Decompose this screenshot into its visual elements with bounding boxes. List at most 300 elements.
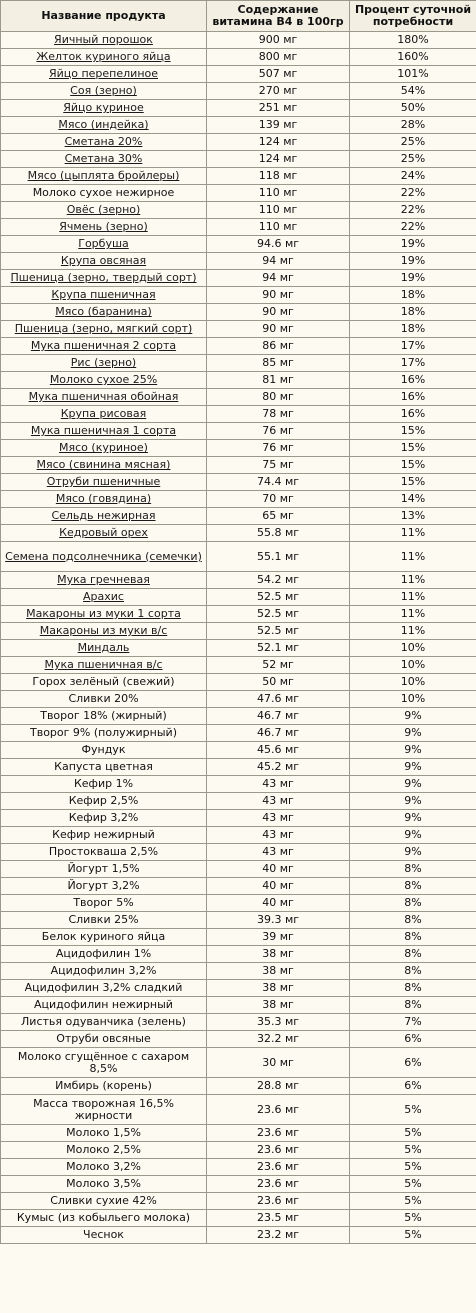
vitamin-content-cell: 52 мг [207, 657, 350, 674]
vitamin-content-cell: 52.5 мг [207, 606, 350, 623]
product-name-cell [1, 236, 207, 253]
table-row [1, 674, 476, 691]
daily-percent-cell: 15% [350, 440, 476, 457]
vitamin-content-cell: 110 мг [207, 202, 350, 219]
vitamin-content-cell: 40 мг [207, 878, 350, 895]
product-link[interactable]: Крупа пшеничная [51, 288, 156, 301]
vitamin-content-cell: 94 мг [207, 253, 350, 270]
product-name-cell: Ацидофилин нежирный [1, 997, 207, 1014]
table-row [1, 1176, 476, 1193]
daily-percent-cell: 18% [350, 287, 476, 304]
table-row [1, 1014, 476, 1031]
vitamin-content-cell: 52.5 мг [207, 589, 350, 606]
vitamin-content-cell: 23.2 мг [207, 1227, 350, 1244]
product-link[interactable]: Мясо (цыплята бройлеры) [27, 169, 180, 182]
table-row [1, 640, 476, 657]
table-row [1, 572, 476, 589]
vitamin-content-cell: 76 мг [207, 440, 350, 457]
product-link[interactable]: Соя (зерно) [70, 84, 137, 97]
vitamin-content-cell: 45.6 мг [207, 742, 350, 759]
daily-percent-cell: 11% [350, 606, 476, 623]
header-daily-percent: Процент суточной потребности [350, 1, 476, 32]
vitamin-content-cell: 78 мг [207, 406, 350, 423]
daily-percent-cell: 19% [350, 236, 476, 253]
product-name-cell [1, 304, 207, 321]
table-row [1, 49, 476, 66]
product-name-cell [1, 474, 207, 491]
vitamin-content-cell: 43 мг [207, 827, 350, 844]
product-name-cell [1, 66, 207, 83]
vitamin-content-cell: 90 мг [207, 287, 350, 304]
table-row [1, 1095, 476, 1125]
table-row [1, 134, 476, 151]
vitamin-content-cell: 90 мг [207, 304, 350, 321]
table-row [1, 185, 476, 202]
product-name-cell: Творог 5% [1, 895, 207, 912]
product-name-cell [1, 151, 207, 168]
table-row [1, 525, 476, 542]
product-link[interactable]: Яичный порошок [54, 33, 153, 46]
product-name-cell [1, 406, 207, 423]
daily-percent-cell: 10% [350, 640, 476, 657]
product-name-cell [1, 117, 207, 134]
product-link[interactable]: Мука гречневая [57, 573, 150, 586]
daily-percent-cell: 54% [350, 83, 476, 100]
vitamin-content-cell: 52.5 мг [207, 623, 350, 640]
vitamin-content-cell: 800 мг [207, 49, 350, 66]
daily-percent-cell: 13% [350, 508, 476, 525]
product-name-cell [1, 49, 207, 66]
daily-percent-cell: 11% [350, 623, 476, 640]
daily-percent-cell: 15% [350, 474, 476, 491]
daily-percent-cell: 15% [350, 457, 476, 474]
daily-percent-cell: 8% [350, 861, 476, 878]
product-name-cell [1, 32, 207, 49]
product-link[interactable]: Сельдь нежирная [51, 509, 156, 522]
table-row [1, 623, 476, 640]
product-link[interactable]: Кедровый орех [59, 526, 148, 539]
table-row [1, 236, 476, 253]
product-link[interactable]: Горбуша [78, 237, 129, 250]
product-name-cell: Молоко 3,5% [1, 1176, 207, 1193]
product-name-cell [1, 287, 207, 304]
table-row [1, 793, 476, 810]
table-row [1, 355, 476, 372]
vitamin-content-cell: 46.7 мг [207, 725, 350, 742]
product-name-cell: Ацидофилин 1% [1, 946, 207, 963]
product-link[interactable]: Желток куриного яйца [36, 50, 171, 63]
product-link[interactable]: Мясо (говядина) [55, 492, 152, 505]
daily-percent-cell: 5% [350, 1159, 476, 1176]
table-row [1, 117, 476, 134]
product-link[interactable]: Ячмень (зерно) [59, 220, 148, 233]
product-link[interactable]: Мясо (баранина) [55, 305, 152, 318]
product-name-cell [1, 219, 207, 236]
vitamin-content-cell: 65 мг [207, 508, 350, 525]
table-row [1, 963, 476, 980]
table-row [1, 878, 476, 895]
table-row [1, 270, 476, 287]
daily-percent-cell: 9% [350, 759, 476, 776]
vitamin-content-cell: 38 мг [207, 997, 350, 1014]
table-row [1, 844, 476, 861]
product-name-cell [1, 372, 207, 389]
product-name-cell: Чеснок [1, 1227, 207, 1244]
daily-percent-cell: 10% [350, 691, 476, 708]
product-name-cell: Фундук [1, 742, 207, 759]
product-name-cell: Простокваша 2,5% [1, 844, 207, 861]
product-name-cell: Сливки сухие 42% [1, 1193, 207, 1210]
header-product-name: Название продукта [1, 1, 207, 32]
product-name-cell [1, 606, 207, 623]
vitamin-content-cell: 23.6 мг [207, 1142, 350, 1159]
vitamin-content-cell: 94.6 мг [207, 236, 350, 253]
vitamin-content-cell: 85 мг [207, 355, 350, 372]
product-name-cell: Творог 9% (полужирный) [1, 725, 207, 742]
daily-percent-cell: 50% [350, 100, 476, 117]
vitamin-content-cell: 76 мг [207, 423, 350, 440]
product-name-cell: Сливки 20% [1, 691, 207, 708]
header-vitamin-content: Содержание витамина В4 в 100гр [207, 1, 350, 32]
product-link[interactable]: Мясо (куриное) [59, 441, 148, 454]
product-link[interactable]: Отруби пшеничные [46, 475, 161, 488]
table-row [1, 691, 476, 708]
product-link[interactable]: Сметана 30% [64, 152, 143, 165]
product-name-cell [1, 542, 207, 572]
product-name-cell [1, 423, 207, 440]
product-link[interactable]: Яйцо перепелиное [48, 67, 159, 80]
product-name-cell [1, 83, 207, 100]
table-row [1, 1159, 476, 1176]
product-name-cell [1, 572, 207, 589]
table-row [1, 946, 476, 963]
product-link[interactable]: Арахис [83, 590, 124, 603]
daily-percent-cell: 10% [350, 674, 476, 691]
table-row [1, 304, 476, 321]
product-name-cell: Ацидофилин 3,2% [1, 963, 207, 980]
vitamin-content-cell: 50 мг [207, 674, 350, 691]
table-row [1, 997, 476, 1014]
daily-percent-cell: 6% [350, 1048, 476, 1078]
product-link[interactable]: Крупа рисовая [60, 407, 147, 420]
table-row [1, 66, 476, 83]
vitamin-content-cell: 23.6 мг [207, 1193, 350, 1210]
table-row [1, 474, 476, 491]
daily-percent-cell: 22% [350, 202, 476, 219]
table-row [1, 423, 476, 440]
vitamin-content-cell: 124 мг [207, 151, 350, 168]
product-name-cell: Масса творожная 16,5% жирности [1, 1095, 207, 1125]
vitamin-content-cell: 30 мг [207, 1048, 350, 1078]
table-row [1, 338, 476, 355]
daily-percent-cell: 9% [350, 708, 476, 725]
daily-percent-cell: 9% [350, 742, 476, 759]
product-link[interactable]: Сметана 20% [64, 135, 143, 148]
table-row [1, 287, 476, 304]
table-row [1, 912, 476, 929]
vitamin-content-cell: 38 мг [207, 980, 350, 997]
product-name-cell [1, 389, 207, 406]
header-row [1, 1, 476, 32]
table-row [1, 151, 476, 168]
daily-percent-cell: 11% [350, 542, 476, 572]
table-row [1, 32, 476, 49]
daily-percent-cell: 11% [350, 572, 476, 589]
vitamin-content-cell: 38 мг [207, 963, 350, 980]
product-name-cell: Молоко 1,5% [1, 1125, 207, 1142]
table-row [1, 657, 476, 674]
product-name-cell: Белок куриного яйца [1, 929, 207, 946]
product-name-cell: Кефир нежирный [1, 827, 207, 844]
daily-percent-cell: 5% [350, 1210, 476, 1227]
vitamin-content-cell: 39.3 мг [207, 912, 350, 929]
vitamin-content-cell: 110 мг [207, 185, 350, 202]
product-name-cell [1, 491, 207, 508]
vitamin-content-cell: 81 мг [207, 372, 350, 389]
product-name-cell [1, 338, 207, 355]
vitamin-content-cell: 40 мг [207, 861, 350, 878]
table-row [1, 202, 476, 219]
table-row [1, 406, 476, 423]
table-row [1, 929, 476, 946]
product-name-cell: Кумыс (из кобыльего молока) [1, 1210, 207, 1227]
daily-percent-cell: 11% [350, 589, 476, 606]
table-row [1, 100, 476, 117]
table-row [1, 542, 476, 572]
daily-percent-cell: 11% [350, 525, 476, 542]
daily-percent-cell: 22% [350, 185, 476, 202]
table-row [1, 83, 476, 100]
table-row [1, 725, 476, 742]
table-row [1, 776, 476, 793]
table-row [1, 742, 476, 759]
daily-percent-cell: 19% [350, 270, 476, 287]
table-row [1, 321, 476, 338]
table-row [1, 980, 476, 997]
product-name-cell [1, 457, 207, 474]
vitamin-content-cell: 80 мг [207, 389, 350, 406]
product-link[interactable]: Мука пшеничная 2 сорта [30, 339, 177, 352]
product-link[interactable]: Мясо (индейка) [58, 118, 149, 131]
vitamin-content-cell: 32.2 мг [207, 1031, 350, 1048]
vitamin-content-cell: 23.5 мг [207, 1210, 350, 1227]
vitamin-content-cell: 94 мг [207, 270, 350, 287]
product-name-cell: Йогурт 3,2% [1, 878, 207, 895]
product-name-cell: Ацидофилин 3,2% сладкий [1, 980, 207, 997]
daily-percent-cell: 28% [350, 117, 476, 134]
table-row [1, 508, 476, 525]
product-name-cell [1, 640, 207, 657]
product-name-cell: Йогурт 1,5% [1, 861, 207, 878]
daily-percent-cell: 24% [350, 168, 476, 185]
product-link[interactable]: Мясо (свинина мясная) [36, 458, 171, 471]
daily-percent-cell: 17% [350, 338, 476, 355]
vitamin-content-cell: 23.6 мг [207, 1159, 350, 1176]
product-link[interactable]: Яйцо куриное [63, 101, 144, 114]
vitamin-content-cell: 124 мг [207, 134, 350, 151]
product-link[interactable]: Мука пшеничная в/с [44, 658, 163, 671]
daily-percent-cell: 5% [350, 1227, 476, 1244]
daily-percent-cell: 101% [350, 66, 476, 83]
table-row [1, 440, 476, 457]
vitamin-content-cell: 43 мг [207, 776, 350, 793]
product-name-cell: Творог 18% (жирный) [1, 708, 207, 725]
table-body [1, 32, 476, 1244]
table-row [1, 759, 476, 776]
daily-percent-cell: 9% [350, 725, 476, 742]
vitamin-content-cell: 86 мг [207, 338, 350, 355]
product-name-cell: Кефир 2,5% [1, 793, 207, 810]
product-name-cell: Отруби овсяные [1, 1031, 207, 1048]
product-link[interactable]: Мука пшеничная обойная [28, 390, 179, 403]
product-link[interactable]: Пшеница (зерно, мягкий сорт) [14, 322, 193, 335]
vitamin-content-cell: 43 мг [207, 793, 350, 810]
daily-percent-cell: 5% [350, 1176, 476, 1193]
product-link[interactable]: Макароны из муки 1 сорта [26, 607, 181, 620]
vitamin-content-cell: 23.6 мг [207, 1095, 350, 1125]
vitamin-content-cell: 118 мг [207, 168, 350, 185]
product-name-cell [1, 355, 207, 372]
daily-percent-cell: 9% [350, 827, 476, 844]
product-link[interactable]: Рис (зерно) [70, 356, 137, 369]
table-row [1, 1227, 476, 1244]
table-row [1, 1048, 476, 1078]
table-row [1, 1078, 476, 1095]
product-name-cell: Листья одуванчика (зелень) [1, 1014, 207, 1031]
product-link[interactable]: Пшеница (зерно, твердый сорт) [10, 271, 197, 284]
daily-percent-cell: 15% [350, 423, 476, 440]
product-link[interactable]: Макароны из муки в/с [39, 624, 168, 637]
vitamin-content-cell: 900 мг [207, 32, 350, 49]
daily-percent-cell: 8% [350, 912, 476, 929]
vitamin-content-cell: 75 мг [207, 457, 350, 474]
product-name-cell: Молоко 2,5% [1, 1142, 207, 1159]
vitamin-content-cell: 74.4 мг [207, 474, 350, 491]
daily-percent-cell: 18% [350, 321, 476, 338]
daily-percent-cell: 10% [350, 657, 476, 674]
daily-percent-cell: 25% [350, 151, 476, 168]
product-name-cell [1, 623, 207, 640]
table-row [1, 168, 476, 185]
daily-percent-cell: 8% [350, 980, 476, 997]
vitamin-content-cell: 38 мг [207, 946, 350, 963]
daily-percent-cell: 5% [350, 1193, 476, 1210]
product-name-cell [1, 589, 207, 606]
product-name-cell [1, 270, 207, 287]
table-row [1, 219, 476, 236]
daily-percent-cell: 9% [350, 844, 476, 861]
daily-percent-cell: 17% [350, 355, 476, 372]
table-row [1, 810, 476, 827]
table-row [1, 1125, 476, 1142]
daily-percent-cell: 160% [350, 49, 476, 66]
product-name-cell: Сливки 25% [1, 912, 207, 929]
vitamin-content-cell: 110 мг [207, 219, 350, 236]
vitamin-content-cell: 54.2 мг [207, 572, 350, 589]
daily-percent-cell: 18% [350, 304, 476, 321]
table-row [1, 1210, 476, 1227]
daily-percent-cell: 6% [350, 1078, 476, 1095]
vitamin-content-cell: 28.8 мг [207, 1078, 350, 1095]
daily-percent-cell: 180% [350, 32, 476, 49]
product-name-cell: Молоко 3,2% [1, 1159, 207, 1176]
product-name-cell [1, 168, 207, 185]
product-name-cell: Кефир 3,2% [1, 810, 207, 827]
product-link[interactable]: Молоко сухое 25% [49, 373, 158, 386]
vitamin-content-cell: 46.7 мг [207, 708, 350, 725]
product-name-cell [1, 440, 207, 457]
daily-percent-cell: 8% [350, 946, 476, 963]
daily-percent-cell: 7% [350, 1014, 476, 1031]
product-link[interactable]: Миндаль [77, 641, 130, 654]
vitamin-content-cell: 45.2 мг [207, 759, 350, 776]
vitamin-content-cell: 139 мг [207, 117, 350, 134]
vitamin-content-cell: 43 мг [207, 810, 350, 827]
table-row [1, 372, 476, 389]
daily-percent-cell: 19% [350, 253, 476, 270]
table-row [1, 708, 476, 725]
daily-percent-cell: 9% [350, 776, 476, 793]
daily-percent-cell: 5% [350, 1142, 476, 1159]
vitamin-content-cell: 40 мг [207, 895, 350, 912]
vitamin-content-cell: 507 мг [207, 66, 350, 83]
product-name-cell [1, 321, 207, 338]
vitamin-content-cell: 90 мг [207, 321, 350, 338]
daily-percent-cell: 9% [350, 810, 476, 827]
vitamin-content-cell: 47.6 мг [207, 691, 350, 708]
table-row [1, 491, 476, 508]
product-name-cell [1, 134, 207, 151]
table-row [1, 861, 476, 878]
daily-percent-cell: 16% [350, 372, 476, 389]
vitamin-content-cell: 52.1 мг [207, 640, 350, 657]
daily-percent-cell: 9% [350, 793, 476, 810]
product-name-cell [1, 100, 207, 117]
vitamin-content-cell: 70 мг [207, 491, 350, 508]
product-name-cell [1, 508, 207, 525]
vitamin-content-cell: 55.8 мг [207, 525, 350, 542]
product-name-cell [1, 253, 207, 270]
product-name-cell: Капуста цветная [1, 759, 207, 776]
table-row [1, 253, 476, 270]
product-link[interactable]: Мука пшеничная 1 сорта [30, 424, 177, 437]
daily-percent-cell: 8% [350, 929, 476, 946]
product-link[interactable]: Семена подсолнечника (семечки) [5, 549, 202, 563]
table-row [1, 389, 476, 406]
product-name-cell: Молоко сгущённое с сахаром 8,5% [1, 1048, 207, 1078]
table-row [1, 1031, 476, 1048]
daily-percent-cell: 16% [350, 406, 476, 423]
product-name-cell: Молоко сухое нежирное [1, 185, 207, 202]
daily-percent-cell: 5% [350, 1125, 476, 1142]
table-row [1, 589, 476, 606]
daily-percent-cell: 14% [350, 491, 476, 508]
product-name-cell [1, 525, 207, 542]
table-row [1, 457, 476, 474]
daily-percent-cell: 8% [350, 878, 476, 895]
vitamin-content-cell: 39 мг [207, 929, 350, 946]
vitamin-content-cell: 35.3 мг [207, 1014, 350, 1031]
daily-percent-cell: 25% [350, 134, 476, 151]
vitamin-content-cell: 55.1 мг [207, 542, 350, 572]
product-link[interactable]: Овёс (зерно) [66, 203, 141, 216]
product-name-cell: Кефир 1% [1, 776, 207, 793]
product-link[interactable]: Крупа овсяная [60, 254, 147, 267]
table-row [1, 606, 476, 623]
daily-percent-cell: 5% [350, 1095, 476, 1125]
vitamin-content-cell: 43 мг [207, 844, 350, 861]
product-name-cell [1, 202, 207, 219]
